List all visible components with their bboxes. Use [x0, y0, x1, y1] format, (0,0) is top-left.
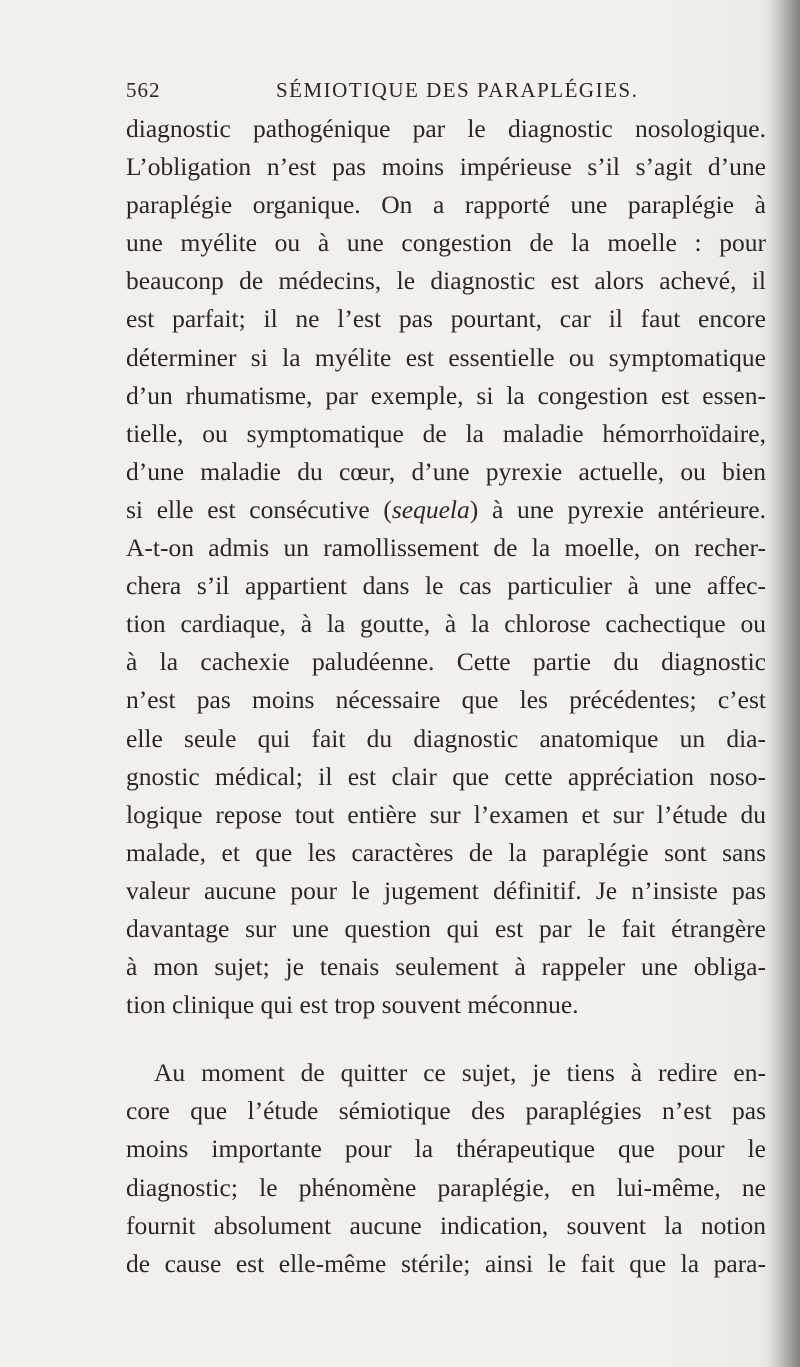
- paragraph-2: [126, 1054, 766, 1283]
- text-line: A-t-on admis un ramollissement de la moelle, on recher-: [126, 533, 766, 563]
- text-line: paraplégie organique. On a rapporté une paraplégie à: [126, 190, 766, 220]
- text-line: diagnostic; le phénomène paraplégie, en lui-même, ne: [126, 1172, 766, 1202]
- running-head-title: SÉMIOTIQUE DES PARAPLÉGIES.: [276, 78, 639, 102]
- text-line: Au moment de quitter ce sujet, je tiens à redire en-: [154, 1058, 766, 1088]
- running-head: [126, 78, 766, 108]
- text-line: à mon sujet; je tenais seulement à rappeler une obliga-: [126, 952, 766, 982]
- text-line: une myélite ou à une congestion de la moelle : pour: [126, 228, 766, 258]
- text-line: diagnostic pathogénique par le diagnostic nosologique.: [126, 114, 766, 143]
- page-number: 562: [126, 78, 161, 102]
- text-line: valeur aucune pour le jugement définitif. Je n’insiste pas: [126, 875, 766, 905]
- text-line: beauconp de médecins, le diagnostic est alors achevé, il: [126, 266, 766, 296]
- paragraph-1: [126, 110, 766, 1024]
- text-line: elle seule qui fait du diagnostic anatomique un dia-: [126, 723, 766, 753]
- body-text: [126, 110, 766, 1283]
- text-line: à la cachexie paludéenne. Cette partie du diagnostic: [126, 647, 766, 677]
- text-line: d’une maladie du cœur, d’une pyrexie actuelle, ou bien: [126, 456, 766, 486]
- text-line: fournit absolument aucune indication, souvent la notion: [126, 1210, 766, 1240]
- text-line: si elle est consécutive (sequela) à une pyrexie antérieure.: [126, 494, 766, 524]
- paragraph-gap: [126, 1024, 766, 1054]
- text-line: logique repose tout entière sur l’examen et sur l’étude du: [126, 799, 766, 829]
- text-line: tielle, ou symptomatique de la maladie hémorrhoïdaire,: [126, 418, 766, 448]
- page-binding-shadow: [766, 0, 800, 1367]
- text-line: gnostic médical; il est clair que cette appréciation noso-: [126, 761, 766, 791]
- text-line: L’obligation n’est pas moins impérieuse s’il s’agit d’une: [126, 152, 766, 182]
- text-line: tion clinique qui est trop souvent méconnue.: [126, 990, 579, 1020]
- text-line: de cause est elle-même stérile; ainsi le fait que la para-: [126, 1248, 766, 1278]
- text-line: davantage sur une question qui est par le fait étrangère: [126, 913, 766, 943]
- text-line: moins importante pour la thérapeutique que pour le: [126, 1134, 766, 1164]
- text-line: n’est pas moins nécessaire que les précédentes; c’est: [126, 685, 766, 715]
- text-line: d’un rhumatisme, par exemple, si la congestion est essen-: [126, 380, 766, 410]
- text-line: tion cardiaque, à la goutte, à la chlorose cachectique ou: [126, 609, 766, 639]
- text-line: core que l’étude sémiotique des paraplégies n’est pas: [126, 1096, 766, 1126]
- text-line: est parfait; il ne l’est pas pourtant, car il faut encore: [126, 304, 766, 334]
- text-line: chera s’il appartient dans le cas particulier à une affec-: [126, 571, 766, 601]
- text-line: déterminer si la myélite est essentielle ou symptomatique: [126, 342, 766, 372]
- text-line: malade, et que les caractères de la paraplégie sont sans: [126, 837, 766, 867]
- latin-term: sequela: [391, 494, 470, 524]
